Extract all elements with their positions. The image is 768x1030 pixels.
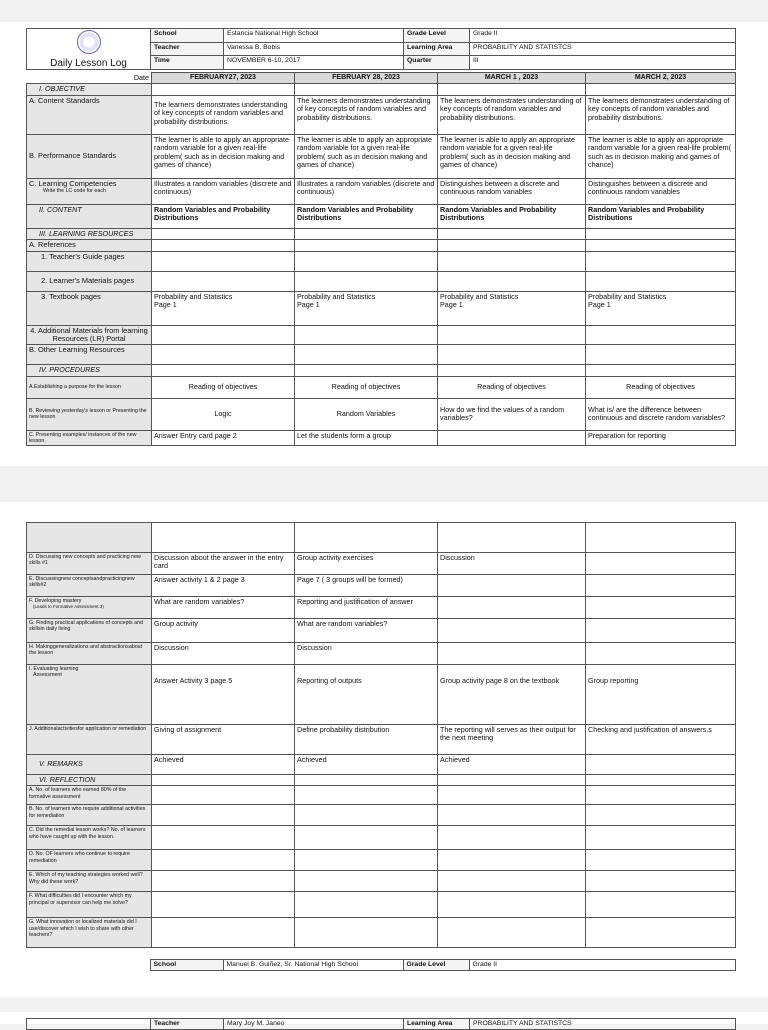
proc-i-title: I. Evaluating learning bbox=[29, 666, 79, 672]
section-remarks: V. REMARKS bbox=[27, 755, 152, 775]
proc-g-4 bbox=[586, 619, 736, 643]
proc-h-2: Discussion bbox=[295, 643, 438, 665]
grade-level-value: Grade II bbox=[470, 29, 736, 43]
ps-4: The learner is able to apply an appropriate random variable for a given real-life problem( such as in decision making and games of chance) bbox=[586, 134, 736, 178]
proc-g-label: G. Finding practical applications of concepts and skillsin daily living bbox=[27, 619, 152, 643]
time-label: Time bbox=[151, 56, 224, 70]
section-reflection: VI. REFLECTION bbox=[27, 775, 152, 786]
time-value: NOVEMBER 6-10, 2017 bbox=[224, 56, 404, 70]
learning-area-value: PROBABILITY AND STATISTCS bbox=[470, 42, 736, 56]
proc-g-3 bbox=[438, 619, 586, 643]
proc-e-3 bbox=[438, 575, 586, 597]
proc-e-label: E. Discussingnew conceptsandpracticingnew skills#2 bbox=[27, 575, 152, 597]
textbook-3 bbox=[438, 291, 586, 325]
quarter-label: Quarter bbox=[404, 56, 470, 70]
proc-f-note: (Leads to Formative Assessment 3) bbox=[33, 604, 104, 610]
proc-f-2: Reporting and justification of answer bbox=[295, 597, 438, 619]
content-3: Random Variables and Probability Distributions bbox=[438, 204, 586, 228]
grade-level-label: Grade Level bbox=[404, 29, 470, 43]
quarter-value: III bbox=[470, 56, 736, 70]
proc-b-label: B. Reviewing yesterday's lesson or Presenting the new lesson bbox=[27, 398, 152, 430]
lc-4: Distinguishes between a discrete and continuous random variables bbox=[586, 178, 736, 204]
textbook-2 bbox=[295, 291, 438, 325]
page-3 bbox=[0, 1012, 768, 1027]
textbook-page: Page 1 bbox=[154, 300, 177, 310]
performance-standards-label: B. Performance Standards bbox=[27, 134, 152, 178]
proc-i-2: Reporting of outputs bbox=[295, 665, 438, 725]
refl-f-label: F. What difficulties did I encounter which my principal or supervisor can help me solve? bbox=[27, 892, 152, 918]
textbook-title: Probability and Statistics bbox=[440, 291, 519, 301]
refl-d-label: D. No. OF learners who continue to require remediation bbox=[27, 850, 152, 871]
proc-d-2: Group activity exercises bbox=[295, 553, 438, 575]
footer-school-value: Manuel B. Guiñez, Sr. National High School bbox=[223, 960, 403, 971]
cs-3: The learners demonstrates understanding of key concepts of random variables and probability distributions. bbox=[438, 95, 586, 134]
school-value: Estancia National High School bbox=[224, 29, 404, 43]
proc-i-1: Answer Activity 3 page 5 bbox=[152, 665, 295, 725]
date-col-4: MARCH 2, 2023 bbox=[586, 73, 736, 84]
proc-i-note: Assessment bbox=[33, 672, 62, 679]
ps-2: The learner is able to apply an appropriate random variable for a given real-life problem( such as in decision making and games of chance) bbox=[295, 134, 438, 178]
proc-b-3: How do we find the values of a random variables? bbox=[438, 398, 586, 430]
page-2 bbox=[0, 502, 768, 997]
learning-area-label: Learning Area bbox=[404, 42, 470, 56]
references-label: A. References bbox=[27, 240, 152, 251]
date-col-2: FEBRUARY 28, 2023 bbox=[295, 73, 438, 84]
textbook-label: 3. Textbook pages bbox=[27, 291, 152, 325]
lesson-table bbox=[26, 72, 736, 446]
section-procedures: IV. PROCEDURES bbox=[27, 365, 152, 376]
textbook-title: Probability and Statistics bbox=[588, 291, 667, 301]
remarks-2: Achieved bbox=[295, 755, 438, 775]
proc-b-1: Logic bbox=[152, 398, 295, 430]
lc-3: Distinguishes between a discrete and continuous random variables bbox=[438, 178, 586, 204]
refl-g-label: G. What innovation or localized materials did I use/discover which I wish to share with other teachers? bbox=[27, 918, 152, 948]
proc-e-1: Answer activity 1 & 2 page 3 bbox=[152, 575, 295, 597]
footer-school-label: School bbox=[150, 960, 223, 971]
proc-j-3: The reporting will serves as their output for the next meeting bbox=[438, 725, 586, 755]
additional-label: 4. Additional Materials from learning Resources (LR) Portal bbox=[27, 325, 152, 345]
date-col-1: FEBRUARY27, 2023 bbox=[152, 73, 295, 84]
tg-label: 1. Teacher's Guide pages bbox=[27, 251, 152, 271]
page3-learning-area-value: PROBABILITY AND STATISTCS bbox=[470, 1019, 736, 1030]
proc-a-4: Reading of objectives bbox=[586, 376, 736, 398]
content-1: Random Variables and Probability Distributions bbox=[152, 204, 295, 228]
section-content: II. CONTENT bbox=[27, 204, 152, 228]
cs-1: The learners demonstrates understanding of key concepts of random variables and probability distributions. bbox=[152, 95, 295, 134]
proc-c-label: C. Presenting examples/ instances of the new lesson. bbox=[27, 430, 152, 445]
content-4: Random Variables and Probability Distributions bbox=[586, 204, 736, 228]
refl-b-label: B. No. of learners who require additional activities for remediation bbox=[27, 805, 152, 826]
page3-header-row bbox=[26, 1018, 736, 1030]
lesson-table-continued bbox=[26, 522, 736, 948]
textbook-title: Probability and Statistics bbox=[297, 291, 376, 301]
proc-h-3 bbox=[438, 643, 586, 665]
textbook-1 bbox=[152, 291, 295, 325]
proc-i-4: Group reporting bbox=[586, 665, 736, 725]
proc-g-2: What are random variables? bbox=[295, 619, 438, 643]
page3-teacher-label: Teacher bbox=[151, 1019, 224, 1030]
refl-a-label: A. No. of learners who earned 80% of the formative assessment bbox=[27, 786, 152, 805]
textbook-page: Page 1 bbox=[297, 300, 320, 310]
proc-h-label: H. Makinggeneralizations and abstractionsabout the lesson bbox=[27, 643, 152, 665]
logo-cell bbox=[27, 29, 151, 70]
proc-a-1: Reading of objectives bbox=[152, 376, 295, 398]
content-2: Random Variables and Probability Distributions bbox=[295, 204, 438, 228]
proc-j-4: Checking and justification of answers.s bbox=[586, 725, 736, 755]
section-resources: III. LEARNING RESOURCES bbox=[27, 228, 152, 239]
proc-a-3: Reading of objectives bbox=[438, 376, 586, 398]
proc-j-1: Giving of assignment bbox=[152, 725, 295, 755]
refl-c-label: C. Did the remedial lesson works? No. of learners who have caught up with the lesson. bbox=[27, 826, 152, 850]
proc-c-4: Preparation for reporting bbox=[586, 430, 736, 445]
proc-f-4 bbox=[586, 597, 736, 619]
proc-d-1: Discussion about the answer in the entry card bbox=[152, 553, 295, 575]
proc-c-3 bbox=[438, 430, 586, 445]
date-col-3: MARCH 1 , 2023 bbox=[438, 73, 586, 84]
lc-1: Illustrates a random variables (discrete and continuous) bbox=[152, 178, 295, 204]
lc-2: Illustrates a random variables (discrete and continuous) bbox=[295, 178, 438, 204]
footer-grade-level-label: Grade Level bbox=[403, 960, 469, 971]
proc-g-1: Group activity bbox=[152, 619, 295, 643]
remarks-1: Achieved bbox=[152, 755, 295, 775]
proc-h-4 bbox=[586, 643, 736, 665]
proc-c-1: Answer Entry card page 2 bbox=[152, 430, 295, 445]
dll-title: Daily Lesson Log bbox=[50, 58, 127, 69]
proc-d-3: Discussion bbox=[438, 553, 586, 575]
proc-c-2: Let the students form a group bbox=[295, 430, 438, 445]
cs-2: The learners demonstrates understanding of key concepts of random variables and probability distributions. bbox=[295, 95, 438, 134]
proc-j-2: Define probability distribution bbox=[295, 725, 438, 755]
learning-competencies-label bbox=[27, 178, 152, 204]
teacher-label: Teacher bbox=[151, 42, 224, 56]
proc-b-4: What is/ are the difference between continuous and discrete random variables? bbox=[586, 398, 736, 430]
proc-f-title: F. Developing mastery bbox=[29, 598, 82, 604]
date-label: Date bbox=[27, 73, 152, 84]
remarks-4 bbox=[586, 755, 736, 775]
textbook-title: Probability and Statistics bbox=[154, 291, 233, 301]
proc-e-4 bbox=[586, 575, 736, 597]
proc-h-1: Discussion bbox=[152, 643, 295, 665]
page-1 bbox=[0, 22, 768, 466]
proc-a-2: Reading of objectives bbox=[295, 376, 438, 398]
lm-label: 2. Learner's Materials pages bbox=[27, 271, 152, 291]
footer-grade-level-value: Grade II bbox=[469, 960, 735, 971]
deped-seal-icon bbox=[77, 30, 101, 54]
remarks-3: Achieved bbox=[438, 755, 586, 775]
lc-note: Write the LC code for each bbox=[43, 188, 106, 195]
school-label: School bbox=[151, 29, 224, 43]
ps-1: The learner is able to apply an appropriate random variable for a given real-life problem( such as in decision making and games of chance) bbox=[152, 134, 295, 178]
cs-4: The learners demonstrates understanding of key concepts of random variables and probability distributions. bbox=[586, 95, 736, 134]
proc-b-2: Random Variables bbox=[295, 398, 438, 430]
textbook-page: Page 1 bbox=[588, 300, 611, 310]
refl-e-label: E. Which of my teaching strategies worked well? Why did these work? bbox=[27, 871, 152, 892]
proc-f-label bbox=[27, 597, 152, 619]
proc-d-4 bbox=[586, 553, 736, 575]
proc-d-label: D. Discussing new concepts and practicing new skills #1 bbox=[27, 553, 152, 575]
proc-i-label bbox=[27, 665, 152, 725]
proc-e-2: Page 7 ( 3 groups will be formed) bbox=[295, 575, 438, 597]
page3-learning-area-label: Learning Area bbox=[404, 1019, 470, 1030]
ps-3: The learner is able to apply an appropriate random variable for a given real-life problem( such as in decision making and games of chance) bbox=[438, 134, 586, 178]
proc-i-3: Group activity page 8 on the textbook bbox=[438, 665, 586, 725]
teacher-value: Vanessa B. Bobis bbox=[224, 42, 404, 56]
proc-a-label: A.Establishing a purpose for the lesson bbox=[27, 376, 152, 398]
textbook-4 bbox=[586, 291, 736, 325]
page3-teacher-value: Mary Joy M. Janeo bbox=[224, 1019, 404, 1030]
other-resources-label: B. Other Learning Resources bbox=[27, 345, 152, 365]
header-table bbox=[26, 28, 736, 70]
proc-j-label: J. Additionalactivitiesfor application or remediation bbox=[27, 725, 152, 755]
footer-school-row bbox=[26, 959, 736, 971]
proc-f-3 bbox=[438, 597, 586, 619]
section-objective: I. OBJECTIVE bbox=[27, 84, 152, 95]
textbook-page: Page 1 bbox=[440, 300, 463, 310]
proc-f-1: What are random variables? bbox=[152, 597, 295, 619]
lc-title: C. Learning Competencies bbox=[29, 178, 117, 188]
content-standards-label: A. Content Standards bbox=[27, 95, 152, 134]
